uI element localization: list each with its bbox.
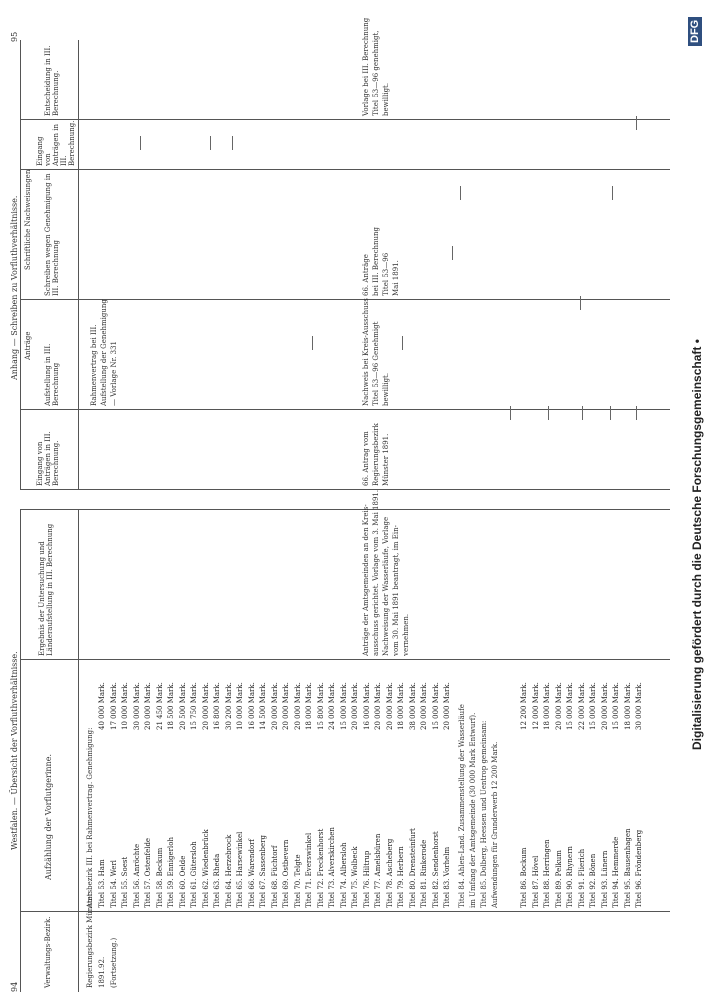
- text-line: ausschuss gerichtet. Vorlage vom 3. Mai 1891.: [372, 489, 380, 656]
- row-label: Titel 70. Telgte: [293, 854, 302, 908]
- table-row: [282, 580, 293, 910]
- text-line: Titel 85. Dolberg, Heessen und Uentrop gemeinsam:: [480, 720, 488, 908]
- table-row: [305, 580, 316, 910]
- text-line: Nachweis bei Kreis-Ausschuss: [362, 298, 370, 406]
- row-label: Titel 79. Herbern: [397, 846, 405, 908]
- text-line: vernehmen.: [402, 613, 410, 656]
- running-head-right: Anhang — Schreiben zu Vorfluthverhältnisse.: [10, 195, 19, 380]
- empty-dash: [510, 406, 511, 420]
- row-label: Titel 64. Herzebrock: [224, 834, 233, 908]
- empty-dash: [612, 186, 613, 200]
- header-group-applications: Anträge: [24, 331, 32, 360]
- rule-col1: [20, 911, 670, 912]
- text-line: Rahmenvertrag bei III.: [90, 324, 98, 406]
- text-line: 66. Anträge: [362, 254, 370, 296]
- table-row: [144, 580, 155, 910]
- row-value: 20 000 Mark.: [420, 682, 428, 730]
- table-row: [225, 580, 236, 910]
- text-line: Titel 53—96: [382, 252, 390, 296]
- row-value: 30 000 Mark.: [635, 682, 643, 730]
- row-value: 16 800 Mark.: [213, 682, 221, 730]
- page-number-right: 95: [10, 31, 19, 42]
- row-value: 18 000 Mark.: [543, 682, 551, 730]
- text-line: Mai 1891.: [392, 260, 400, 296]
- row-label: Titel 92. Bönen: [589, 853, 597, 908]
- table-row: [635, 580, 646, 910]
- row-label: Titel 77. Amelsbüren: [374, 833, 382, 908]
- row-value: 30 200 Mark.: [224, 682, 233, 730]
- table-row: [578, 580, 589, 910]
- row-value: 22 000 Mark.: [577, 682, 586, 730]
- table-row: [409, 580, 420, 910]
- header-setup: Aufstellung in III. Berechnung: [44, 343, 60, 406]
- empty-dash: [548, 406, 549, 420]
- row-label: Titel 59. Ennigerloh: [167, 837, 175, 908]
- rule-col4: [20, 489, 670, 490]
- table-row: [543, 580, 554, 910]
- row-label: Titel 60. Oelde: [178, 855, 187, 908]
- row-value: 20 000 Mark.: [270, 682, 279, 730]
- table-row: [167, 580, 178, 910]
- rule-col6: [20, 299, 670, 300]
- row-value: 38 000 Mark.: [408, 682, 417, 730]
- dfg-badge: DFG: [688, 17, 702, 46]
- row-label: Titel 83. Vorhelm: [443, 846, 451, 908]
- text-line: bewilligt.: [382, 82, 390, 116]
- row-value: 20 500 Mark.: [178, 682, 187, 730]
- table-row: [443, 580, 454, 910]
- rule-header-right: [78, 40, 79, 490]
- table-row: [317, 580, 328, 910]
- row-value: 20 000 Mark.: [144, 682, 152, 730]
- row-value: 14 500 Mark.: [259, 682, 267, 730]
- table-row: [179, 580, 190, 910]
- row-label: Titel 61. Gütersloh: [190, 841, 198, 908]
- table-row: [420, 580, 431, 910]
- row-label: Titel 57. Ostenfelde: [144, 837, 152, 908]
- text-line: Titel 53—96 genehmigt,: [372, 30, 380, 116]
- table-row: [432, 580, 443, 910]
- row-label: Titel 66. Warendorf: [247, 838, 256, 908]
- row-value: 20 000 Mark.: [385, 682, 394, 730]
- intro-line: Amtsbezirk III. bei Rahmenvertrag. Genehmigung:: [86, 727, 94, 908]
- row-label: Titel 67. Sassenberg: [259, 835, 267, 908]
- rule-top-left: [20, 510, 21, 992]
- row-value: 15 800 Mark.: [316, 682, 325, 730]
- empty-dash: [312, 336, 313, 350]
- row-label: Titel 80. Drensteinfurt: [408, 828, 417, 908]
- row-label: Titel 54. Werl: [109, 859, 118, 908]
- header-result: Ergebnis der Untersuchung und Länderaufstellung in III. Berechnung: [38, 523, 54, 656]
- row-value: 15 000 Mark.: [339, 682, 348, 730]
- header-group-proofs: Schriftliche Nachweisungen: [24, 169, 32, 270]
- empty-dash: [232, 136, 233, 150]
- row-value: 18 000 Mark.: [623, 682, 632, 730]
- table-row: [271, 580, 282, 910]
- row-value: 21 450 Mark.: [155, 682, 164, 730]
- table-row: [566, 580, 577, 910]
- text-line: Vorlage bei III. Berechnung: [362, 17, 370, 116]
- row-label: Titel 73. Alverskirchen: [328, 827, 336, 908]
- text-line: im Umfang der Amtsgemeinde (30 000 Mark Entwurf).: [469, 712, 477, 908]
- table-row: [236, 580, 247, 910]
- rule-col7: [20, 169, 670, 170]
- rule-header-left: [78, 510, 79, 992]
- table-row: [340, 580, 351, 910]
- row-value: 15 000 Mark.: [589, 682, 597, 730]
- header-district: Verwaltungs-Bezirk.: [44, 916, 52, 988]
- rule-col8: [20, 119, 670, 120]
- row-label: Titel 68. Füchtorf: [270, 845, 279, 908]
- row-value: 20 000 Mark.: [374, 682, 382, 730]
- table-row: [624, 580, 635, 910]
- table-row: [520, 580, 531, 910]
- row-value: 12 200 Mark.: [520, 682, 528, 730]
- text-line: Anträge der Amtsgemeinden an den Kreis-: [362, 504, 370, 656]
- row-label: Titel 91. Flierich: [577, 848, 586, 908]
- row-value: 20 000 Mark.: [282, 682, 290, 730]
- row-label: Titel 88. Herringen: [543, 839, 551, 908]
- row-value: 16 000 Mark.: [362, 682, 371, 730]
- row-label: Titel 81. Rinkerode: [420, 839, 428, 908]
- empty-dash: [452, 246, 453, 260]
- text-line: Titel 84. Ahlen-Land. Zusammenstellung der Wasserläufe: [458, 704, 466, 908]
- row-label: Titel 76. Hiltrup: [362, 850, 371, 908]
- row-label: Titel 93. Lünern: [600, 850, 609, 908]
- header-applications-in: Eingang von Anträgen in III. Berechnung.: [36, 431, 60, 486]
- row-value: 18 000 Mark.: [305, 682, 313, 730]
- header-letters: Schreiben wegen Genehmigung in III. Berechnung: [44, 173, 60, 296]
- header-applications-in-2: Eingang von Anträgen in III. Berechnung.: [36, 120, 76, 166]
- header-waterways: Aufzählung der Vorflutgerinne.: [44, 754, 53, 880]
- row-label: Titel 63. Rheda: [213, 853, 221, 908]
- empty-dash: [580, 296, 581, 310]
- district-name: Regierungsbezirk Münster: [86, 892, 94, 988]
- row-value: 10 000 Mark.: [121, 682, 129, 730]
- table-row: [555, 580, 566, 910]
- table-row: [351, 580, 362, 910]
- table-row: [156, 580, 167, 910]
- row-label: Titel 58. Beckum: [155, 847, 164, 908]
- table-row: [294, 580, 305, 910]
- row-label: Titel 87. Hövel: [531, 855, 540, 908]
- row-label: Titel 69. Ostbevern: [282, 839, 290, 908]
- row-label: Titel 55. Soest: [121, 856, 129, 908]
- text-line: bei III. Berechnung: [372, 226, 380, 296]
- row-value: 40 000 Mark.: [98, 682, 106, 730]
- row-value: 20 000 Mark.: [293, 682, 302, 730]
- row-value: 24 000 Mark.: [328, 682, 336, 730]
- text-line: — Vorlage Nr. 331: [110, 341, 118, 406]
- table-row: [133, 580, 144, 910]
- text-line: Nachweisung der Wasserläufe, Vorlage: [382, 516, 390, 656]
- running-head-left: Westfalen. — Übersicht der Vorfluthverhältnisse.: [10, 651, 19, 850]
- empty-dash: [460, 186, 461, 200]
- row-value: 30 000 Mark.: [132, 682, 141, 730]
- table-row: [202, 580, 213, 910]
- table-row: [328, 580, 339, 910]
- text-line: bewilligt.: [382, 372, 390, 406]
- row-label: Titel 89. Pelkum: [554, 850, 563, 908]
- text-line: 66. Antrag vom: [362, 431, 370, 486]
- row-value: 12 000 Mark.: [531, 682, 540, 730]
- table-row: [612, 580, 623, 910]
- rule-col5: [20, 409, 670, 410]
- table-row: [589, 580, 600, 910]
- table-row: [601, 580, 612, 910]
- empty-dash: [636, 116, 637, 130]
- row-value: 16 000 Mark.: [247, 682, 256, 730]
- row-label: Titel 72. Freckenhorst: [316, 828, 325, 908]
- row-value: 18 000 Mark.: [397, 682, 405, 730]
- row-label: Titel 90. Rhynern: [566, 846, 574, 908]
- empty-dash: [402, 336, 403, 350]
- empty-dash: [140, 136, 141, 150]
- empty-dash: [582, 406, 583, 420]
- rule-top-right: [20, 40, 21, 490]
- text-line: vom 30. Mai 1891 beantragt, im Ein-: [392, 525, 400, 656]
- table-row: [248, 580, 259, 910]
- row-label: Titel 75. Wolbeck: [351, 846, 359, 908]
- table-row: [110, 580, 121, 910]
- row-value: 10 000 Mark.: [236, 682, 244, 730]
- empty-dash: [210, 136, 211, 150]
- empty-dash: [636, 406, 637, 420]
- row-label: Titel 65. Harsewinkel: [236, 831, 244, 908]
- district-continuation: (Fortsetzung.): [110, 937, 118, 988]
- row-value: 20 000 Mark.: [554, 682, 563, 730]
- row-label: Titel 56. Anröchte: [132, 843, 141, 908]
- row-value: 20 000 Mark.: [351, 682, 359, 730]
- row-value: 20 000 Mark.: [201, 682, 210, 730]
- row-value: 15 750 Mark.: [190, 682, 198, 730]
- table-row: [121, 580, 132, 910]
- row-label: Titel 71. Everswinkel: [305, 832, 313, 908]
- text-line: Titel 53—96 Genehmigt: [372, 321, 380, 406]
- text-line: Münster 1891.: [382, 433, 390, 486]
- text-line: Regierungsbezirk: [372, 423, 380, 486]
- text-line: Aufstellung der Genehmigung: [100, 299, 108, 406]
- text-line: Aufwendungen für Grunderwerb 12 200 Mark.: [491, 741, 499, 908]
- row-value: 20 000 Mark.: [443, 682, 451, 730]
- table-row: [213, 580, 224, 910]
- row-value: 15 000 Mark.: [566, 682, 574, 730]
- row-label: Titel 96. Fröndenberg: [635, 829, 643, 908]
- row-label: Titel 94. Hemmerde: [612, 836, 620, 908]
- row-value: 15 000 Mark.: [431, 682, 440, 730]
- row-value: 20 000 Mark.: [600, 682, 609, 730]
- table-row: [259, 580, 270, 910]
- row-label: Titel 86. Bockum: [520, 847, 528, 908]
- row-label: Titel 62. Wiedenbrück: [201, 829, 210, 908]
- row-value: 17 000 Mark.: [109, 682, 118, 730]
- table-row: [532, 580, 543, 910]
- row-label: Titel 82. Sendenhorst: [431, 831, 440, 908]
- row-label: Titel 95. Bausenhagen: [623, 828, 632, 908]
- row-value: 18 500 Mark.: [167, 682, 175, 730]
- row-label: Titel 74. Albersloh: [339, 842, 348, 908]
- page-number-left: 94: [10, 981, 19, 992]
- row-label: Titel 53. Ham: [98, 859, 106, 908]
- digitization-watermark: Digitalisierung gefördert durch die Deutsche Forschungsgemeinschaft •: [690, 339, 704, 750]
- table-row: [190, 580, 201, 910]
- header-decision: Entscheidung in III. Berechnung.: [44, 45, 60, 116]
- row-label: Titel 78. Ascheberg: [385, 838, 394, 908]
- row-value: 15 000 Mark.: [612, 682, 620, 730]
- empty-dash: [610, 406, 611, 420]
- table-row: [98, 580, 109, 910]
- rule-col3: [20, 509, 670, 510]
- district-years: 1891.92.: [98, 956, 106, 988]
